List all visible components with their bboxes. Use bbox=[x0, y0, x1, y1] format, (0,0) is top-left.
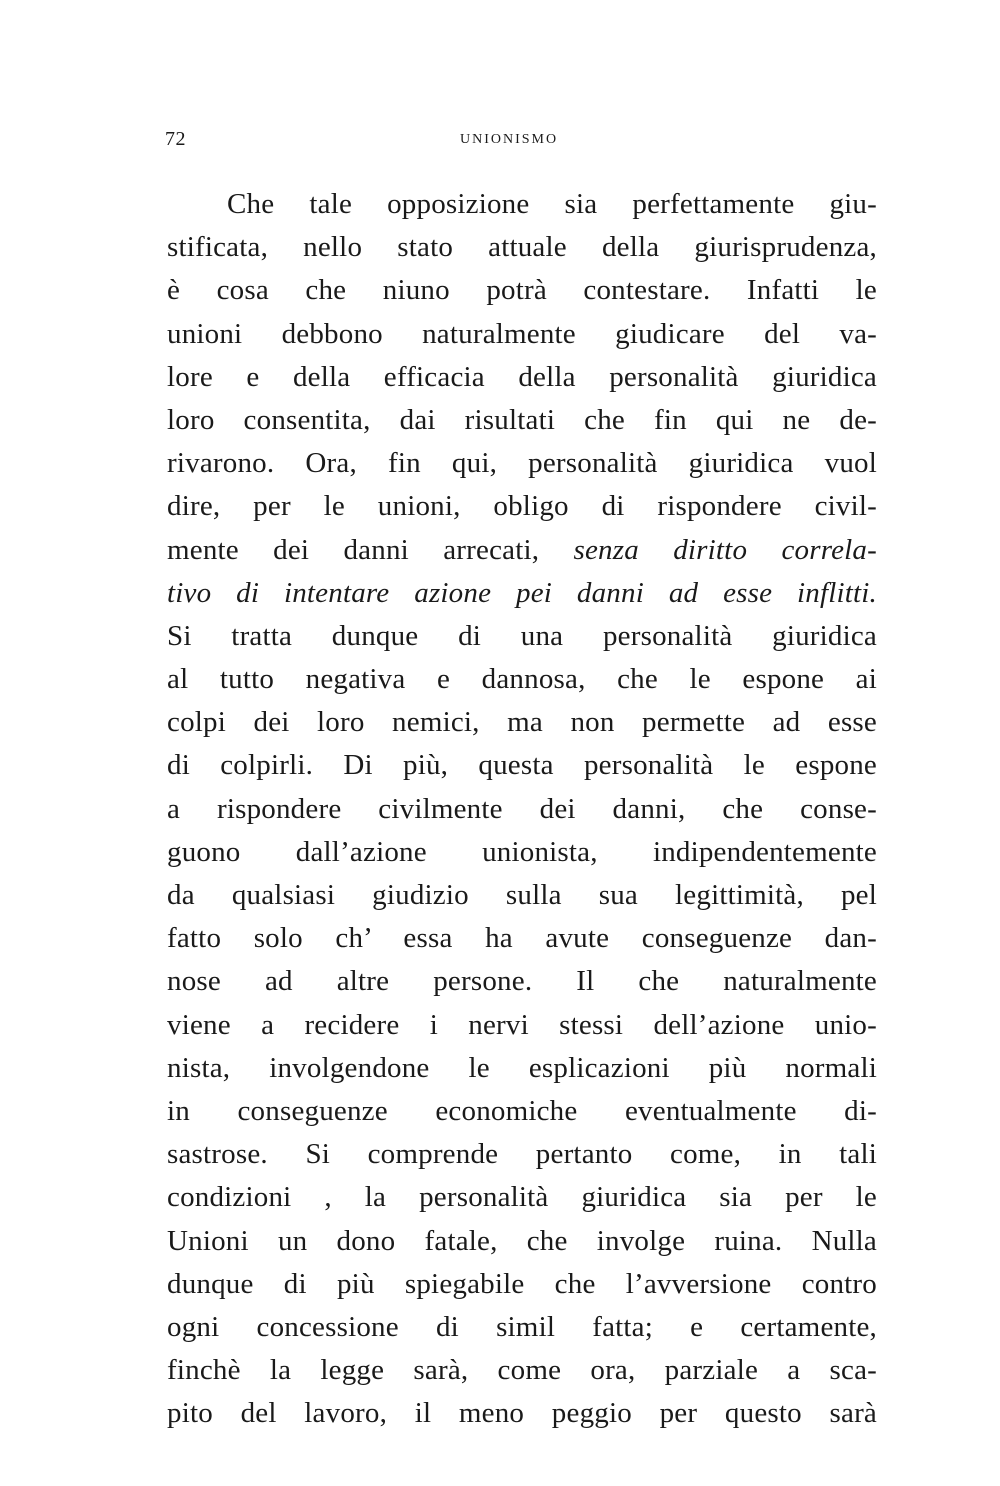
text-line: nista, involgendone le esplicazioni più normali bbox=[167, 1051, 877, 1084]
page-number: 72 bbox=[165, 128, 186, 150]
text-line: loro consentita, dai risultati che fin qui ne de- bbox=[167, 403, 877, 436]
text-line: lore e della efficacia della personalità giuridica bbox=[167, 360, 877, 393]
body-text bbox=[167, 183, 877, 1435]
text-line: Che tale opposizione sia perfettamente giu- bbox=[227, 188, 877, 220]
text-line: unioni debbono naturalmente giudicare del va- bbox=[167, 317, 877, 350]
text-line-mixed bbox=[167, 529, 877, 572]
text-line: in conseguenze economiche eventualmente di- bbox=[167, 1094, 877, 1127]
text-line: dunque di più spiegabile che l’avversione contro bbox=[167, 1267, 877, 1300]
text-line: pito del lavoro, il meno peggio per questo sarà bbox=[167, 1397, 877, 1430]
text-line: nose ad altre persone. Il che naturalmente bbox=[167, 965, 877, 998]
text-line-italic bbox=[167, 572, 877, 615]
text-line: condizioni , la personalità giuridica sia per le bbox=[167, 1181, 877, 1214]
text-line: di colpirli. Di più, questa personalità le espone bbox=[167, 749, 877, 782]
text-line: è cosa che niuno potrà contestare. Infatti le bbox=[167, 274, 877, 307]
text-line: viene a recidere i nervi stessi dell’azione unio- bbox=[167, 1008, 877, 1041]
italic-run: tivo di intentare azione pei danni ad esse inflitti. bbox=[167, 576, 877, 609]
italic-run: senza diritto correla- bbox=[573, 533, 877, 566]
text-line: finchè la legge sarà, come ora, parziale a sca- bbox=[167, 1354, 877, 1387]
text-run: mente dei danni arrecati, bbox=[167, 533, 574, 566]
text-line: Si tratta dunque di una personalità giuridica bbox=[167, 619, 877, 652]
text-line: fatto solo ch’ essa ha avute conseguenze dan- bbox=[167, 922, 877, 955]
running-head bbox=[165, 128, 875, 158]
text-line: a rispondere civilmente dei danni, che conse- bbox=[167, 792, 877, 825]
text-line: ogni concessione di simil fatta; e certamente, bbox=[167, 1310, 877, 1343]
text-line: stificata, nello stato attuale della giurisprudenza, bbox=[167, 231, 877, 264]
text-line: al tutto negativa e dannosa, che le espone ai bbox=[167, 663, 877, 696]
running-title: UNIONISMO bbox=[460, 132, 559, 147]
text-line: guono dall’azione unionista, indipendentemente bbox=[167, 835, 877, 868]
text-line: dire, per le unioni, obligo di rispondere civil- bbox=[167, 490, 877, 523]
text-line: Unioni un dono fatale, che involge ruina. Nulla bbox=[167, 1224, 877, 1257]
text-line: rivarono. Ora, fin qui, personalità giuridica vuol bbox=[167, 447, 877, 480]
text-line: colpi dei loro nemici, ma non permette ad esse bbox=[167, 706, 877, 739]
text-line: da qualsiasi giudizio sulla sua legittimità, pel bbox=[167, 879, 877, 911]
text-line: sastrose. Si comprende pertanto come, in tali bbox=[167, 1138, 877, 1171]
